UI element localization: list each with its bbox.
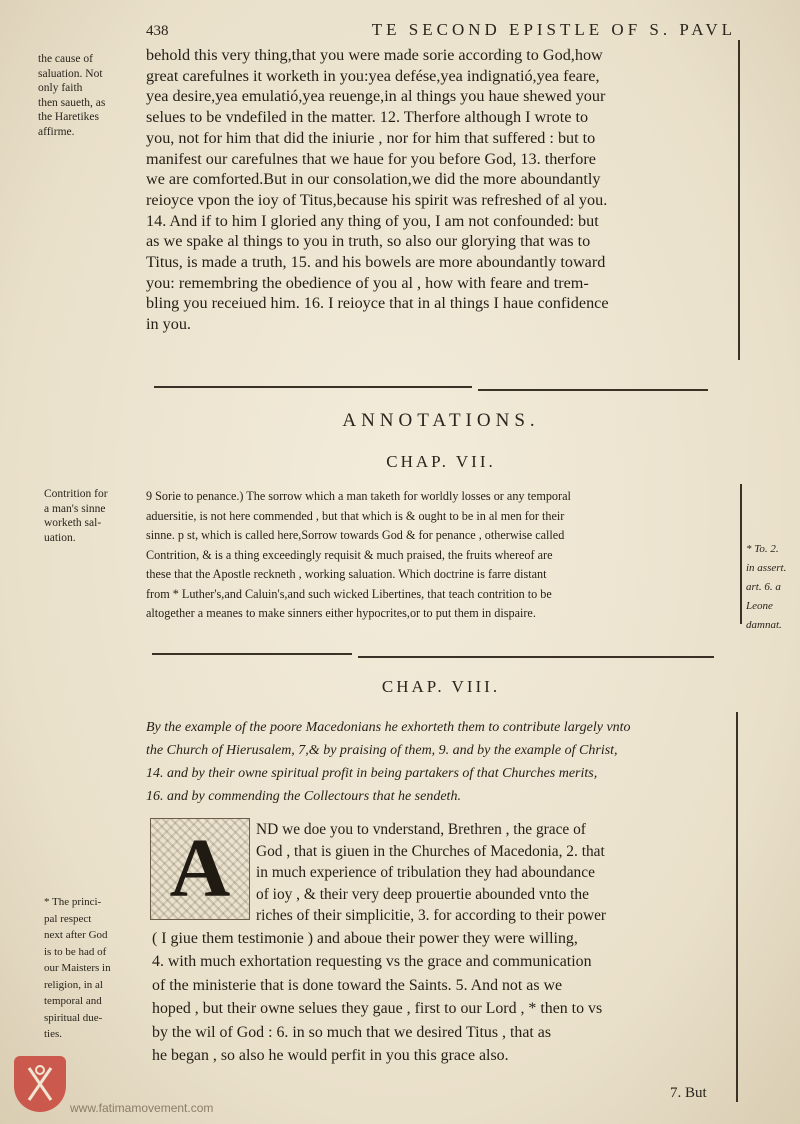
text-line: 14. And if to him I gloried any thing of you, I am not confounded: but (146, 211, 599, 230)
chapter-rule-left (152, 653, 352, 655)
text-line: Titus, is made a truth, 15. and his bowels are more aboundantly toward (146, 253, 606, 272)
chapter-rule-right (358, 656, 714, 658)
running-title: TE SECOND EPISTLE OF S. PAVL (371, 20, 736, 39)
text-line: manifest our carefulnes that we haue for you before God, 13. therfore (146, 149, 596, 168)
top-right-column-rule (738, 40, 740, 360)
text-line: selues to be vndefiled in the matter. 12. Therfore although I wrote to (146, 108, 589, 127)
text-line: Contrition, & is a thing exceedingly requisit & much praised, the fruits whereof are (146, 547, 553, 562)
text-line: in you. (146, 315, 191, 334)
text-line: in much experience of tribulation they had aboundance (256, 864, 595, 881)
chapter-7-heading: CHAP. VII. (386, 452, 496, 471)
margin-note-contrition: Contrition for a man's sinne worketh sal- uation. (44, 488, 108, 544)
text-line: as we spake al things to you in truth, so also our glorying that was to (146, 232, 591, 251)
section-rule-left (154, 386, 472, 388)
text-line: behold this very thing,that you were made sorie according to God,how (146, 46, 603, 64)
annotation-text (146, 487, 571, 624)
text-line: he began , so also he would perfit in you this grace also. (152, 1047, 509, 1065)
drop-cap-letter: A (169, 822, 231, 915)
text-line: sinne. p st, which is called here,Sorrow towards God & for penance , otherwise called (146, 528, 565, 542)
text-line: you: remembring the obedience of you al , how with feare and trem- (146, 273, 589, 292)
text-line: of ioy , & their very deep prouertie abounded vnto the (256, 885, 589, 903)
text-line: great carefulnes it worketh in you:yea defése,yea indignatió,yea feare, (146, 66, 600, 85)
text-line: By the example of the poore Macedonians he exhorteth them to contribute largely vnto (146, 720, 631, 735)
text-line: of the ministerie that is done toward the Saints. 5. And not as we (152, 976, 562, 994)
chapter-8-heading: CHAP. VIII. (381, 677, 501, 696)
text-line: God , that is giuen in the Churches of Macedonia, 2. that (256, 842, 605, 860)
text-line: from * Luther's,and Caluin's,and such wicked Libertines, that teach contrition to be (146, 586, 552, 601)
footer-url: www.fatimamovement.com (70, 1101, 214, 1115)
text-line: 4. with much exhortation requesting vs the grace and communication (152, 953, 592, 971)
chapter-8-right-rule (736, 712, 738, 1102)
margin-note-luther: * To. 2. in assert. art. 6. a Leone damnat. (746, 543, 787, 631)
text-line: ( I giue them testimonie ) and aboue their power they were willing, (152, 930, 578, 947)
section-rule-right (478, 389, 708, 391)
margin-note-principal: * The princi- pal respect next after God is to be had of our Maisters in religion, in al temporal and spiritual due- ties. (44, 896, 111, 1040)
text-line: riches of their simplicitie, 3. for according to their power (256, 907, 607, 924)
text-line: yea desire,yea emulatió,yea reuenge,in al things you haue shewed your (146, 87, 606, 106)
page-number: 438 (146, 23, 169, 39)
text-line: we are comforted.But in our consolation,we did the more aboundantly (146, 170, 601, 189)
catchword: 7. But (670, 1085, 707, 1101)
annotation-right-rule (740, 484, 742, 624)
papal-seal-icon (14, 1056, 66, 1112)
chapter-8-text-indented (256, 819, 606, 927)
text-line: 9 Sorie to penance.) The sorrow which a man taketh for worldly losses or any temporal (146, 489, 571, 503)
text-line: these that the Apostle reckneth , working saluation. Which doctrine is farre distant (146, 567, 547, 581)
text-line: 16. and by commending the Collectours that he sendeth. (146, 789, 461, 804)
chapter-8-text-full (152, 927, 602, 1067)
drop-cap-ornament (150, 818, 250, 920)
text-line: hoped , but their owne selues they gaue , first to our Lord , * then to vs (152, 1000, 603, 1018)
chapter-8-summary (146, 716, 631, 808)
text-line: reioyce vpon the ioy of Titus,because his spirit was refreshed of al you. (146, 190, 608, 209)
margin-note-top: the cause of saluation. Not only faith then saueth, as the Haretikes affirme. (38, 53, 106, 138)
text-line: the Church of Hierusalem, 7,& by praising of them, 9. and by the example of Christ, (146, 743, 618, 758)
text-line: ND we doe you to vnderstand, Brethren , the grace of (256, 821, 586, 838)
epistle-text-top (146, 45, 609, 335)
text-line: 14. and by their owne spiritual profit in being partakers of that Churches merits, (146, 766, 598, 781)
running-header (146, 20, 736, 40)
text-line: altogether a meanes to make sinners either hypocrites,or to put them in dispaire. (146, 606, 536, 620)
annotations-heading: ANNOTATIONS. (342, 410, 540, 431)
text-line: by the wil of God : 6. in so much that we desired Titus , that as (152, 1023, 552, 1041)
text-line: bling you receiued him. 16. I reioyce that in al things I haue confidence (146, 294, 609, 313)
crossed-keys-icon (23, 1064, 57, 1104)
text-line: you, not for him that did the iniurie , nor for him that suffered : but to (146, 128, 596, 147)
text-line: aduersitie, is not here commended , but that which is & ought to be in al men for their (146, 508, 565, 523)
